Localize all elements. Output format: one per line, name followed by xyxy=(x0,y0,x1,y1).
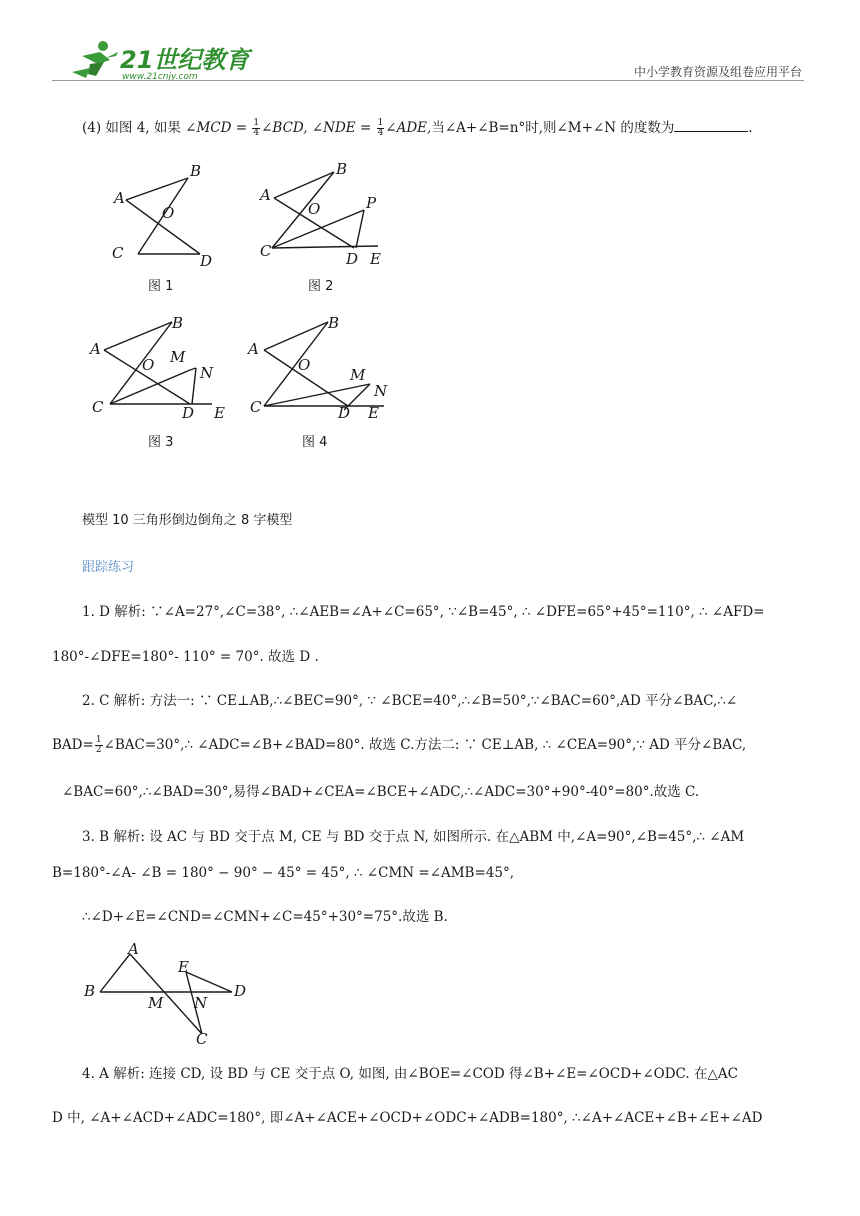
solution-2-fraction: $\frac{1}{2}$ xyxy=(95,735,102,755)
svg-text:B: B xyxy=(336,160,348,178)
solution-1-line-1: 1. D 解析: ∵∠A=27°,∠C=38°, ∴∠AEB=∠A+∠C=65°, ∵∠B=45°, ∴ ∠DFE=65°+45°=110°, ∴ ∠AFD= xyxy=(82,604,765,620)
figure-4 xyxy=(244,312,404,452)
svg-text:A: A xyxy=(128,940,139,958)
svg-text:E: E xyxy=(214,404,225,422)
q4-fraction-2: $\frac{1}{4}$ xyxy=(377,118,384,138)
figure-4-caption: 图 4 xyxy=(302,435,328,450)
svg-text:O: O xyxy=(142,356,155,374)
svg-text:N: N xyxy=(374,382,388,400)
figure-1-caption: 图 1 xyxy=(148,279,174,294)
svg-text:P: P xyxy=(366,194,377,212)
logo-text: 21世纪教育 xyxy=(120,46,250,74)
q4-angle-mcd: MCD xyxy=(196,120,232,136)
svg-text:A: A xyxy=(260,186,271,204)
figure-2-caption: 图 2 xyxy=(308,279,334,294)
q4-answer-blank xyxy=(674,119,748,132)
svg-text:C: C xyxy=(112,244,124,262)
svg-text:M: M xyxy=(350,366,366,384)
solution-2-line-2: BAD= $\frac{1}{2}$ ∠BAC=30°,∴ ∠ADC=∠B+∠BAD=80°. 故选 C.方法二: ∵ CE⊥AB, ∴ ∠CEA=90°,∵ AD 平分∠BAC, xyxy=(52,735,747,755)
svg-text:N: N xyxy=(194,994,208,1012)
svg-text:M: M xyxy=(148,994,164,1012)
solution-2-line-1: 2. C 解析: 方法一: ∵ CE⊥AB,∴∠BEC=90°, ∵ ∠BCE=40°,∴∠B=50°,∵∠BAC=60°,AD 平分∠BAC,∴∠ xyxy=(82,693,738,709)
svg-text:B: B xyxy=(328,314,340,332)
svg-text:D: D xyxy=(200,252,213,270)
logo-url: www.21cnjy.com xyxy=(122,72,198,82)
solution-4-line-1: 4. A 解析: 连接 CD, 设 BD 与 CE 交于点 O, 如图, 由∠BOE=∠COD 得∠B+∠E=∠OCD+∠ODC. 在△AC xyxy=(82,1066,738,1082)
svg-text:A: A xyxy=(114,189,125,207)
q4-fraction-1: $\frac{1}{4}$ xyxy=(253,118,260,138)
svg-text:C: C xyxy=(196,1030,208,1048)
svg-text:C: C xyxy=(260,242,272,260)
q4-eq1: = xyxy=(231,120,252,136)
question-4: (4) 如图 4, 如果 ∠MCD = $\frac{1}{4}$ ∠BCD, ∠NDE = $\frac{1}{4}$ ∠ADE,当∠A+∠B=n°时,则∠M+∠N 的度数为 . xyxy=(82,118,753,138)
svg-text:E: E xyxy=(178,958,189,976)
solution-1-line-2: 180°-∠DFE=180°- 110° = 70°. 故选 D . xyxy=(52,649,319,665)
solution-2-line-3: ∠BAC=60°,∴∠BAD=30°,易得∠BAD+∠CEA=∠BCE+∠ADC,∴∠ADC=30°+90°-40°=80°.故选 C. xyxy=(62,784,700,800)
svg-text:C: C xyxy=(92,398,104,416)
svg-text:A: A xyxy=(90,340,101,358)
practice-label: 跟踪练习 xyxy=(82,560,135,575)
svg-text:A: A xyxy=(248,340,259,358)
figure-2 xyxy=(254,158,394,298)
svg-text:N: N xyxy=(200,364,214,382)
q4-eq2: = xyxy=(355,120,376,136)
header-platform-text: 中小学教育资源及组卷应用平台 xyxy=(633,65,802,79)
solution-3-line-3: ∴∠D+∠E=∠CND=∠CMN+∠C=45°+30°=75°.故选 B. xyxy=(82,909,448,925)
q4-angle-bcd: ∠BCD, ∠NDE xyxy=(261,120,356,136)
svg-text:B: B xyxy=(84,982,96,1000)
svg-text:D: D xyxy=(346,250,359,268)
solution-4-line-2: D 中, ∠A+∠ACD+∠ADC=180°, 即∠A+∠ACE+∠OCD+∠ODC+∠ADB=180°, ∴∠A+∠ACE+∠B+∠E+∠AD xyxy=(52,1110,763,1126)
header-divider xyxy=(52,80,804,81)
svg-text:O: O xyxy=(162,204,175,222)
solution-3-line-1: 3. B 解析: 设 AC 与 BD 交于点 M, CE 与 BD 交于点 N, 如图所示. 在△ABM 中,∠A=90°,∠B=45°,∴ ∠AM xyxy=(82,829,745,845)
svg-text:D: D xyxy=(338,404,351,422)
svg-text:O: O xyxy=(308,200,321,218)
figure-1 xyxy=(100,158,230,298)
site-logo xyxy=(60,38,270,82)
svg-text:B: B xyxy=(172,314,184,332)
svg-text:M: M xyxy=(170,348,186,366)
figure-3 xyxy=(86,312,236,452)
svg-text:E: E xyxy=(368,404,379,422)
svg-text:B: B xyxy=(190,162,202,180)
svg-text:D: D xyxy=(234,982,247,1000)
svg-text:C: C xyxy=(250,398,262,416)
figure-solution-3 xyxy=(82,938,262,1048)
q4-prefix: (4) 如图 4, 如果 ∠ xyxy=(82,120,197,136)
q4-condition: 当∠A+∠B=n°时,则∠M+∠N 的度数为 xyxy=(431,120,675,136)
svg-text:O: O xyxy=(298,356,311,374)
page-header xyxy=(52,38,804,82)
section-title: 模型 10 三角形倒边倒角之 8 字模型 xyxy=(82,513,293,528)
figure-3-caption: 图 3 xyxy=(148,435,174,450)
solution-3-line-2: B=180°-∠A- ∠B = 180° − 90° − 45° = 45°, ∴ ∠CMN =∠AMB=45°, xyxy=(52,865,515,881)
q4-angle-ade: ∠ADE, xyxy=(385,120,432,136)
svg-text:E: E xyxy=(370,250,381,268)
svg-text:D: D xyxy=(182,404,195,422)
